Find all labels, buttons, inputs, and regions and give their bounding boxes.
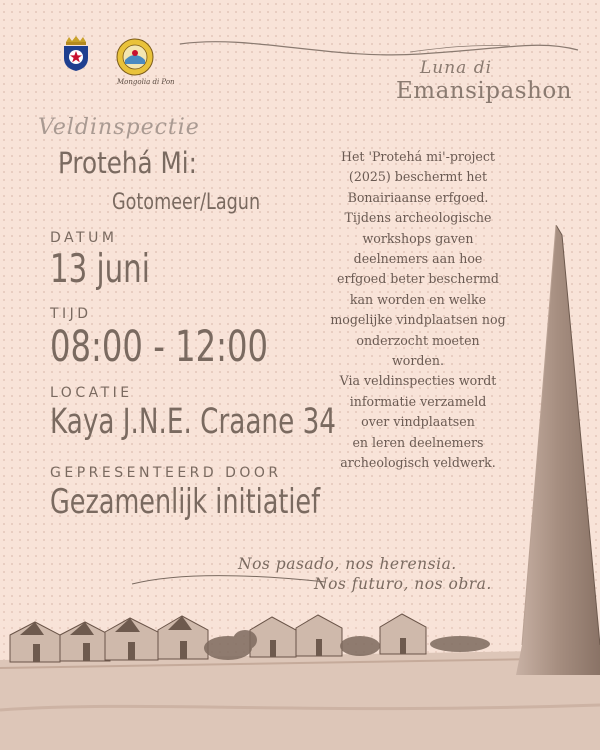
header-swoosh-decoration — [180, 30, 580, 80]
description-line: (2025) beschermt het — [348, 169, 488, 185]
description-line: Via veldinspecties wordt — [339, 373, 497, 389]
description-line: informatie verzameld — [349, 393, 487, 409]
location-value: Kaya J.N.E. Craane 34 — [50, 402, 336, 442]
description-line: deelnemers aan hoe — [353, 251, 483, 267]
description-line: kan worden en welke — [349, 291, 487, 307]
event-title: Protehá Mi: — [58, 146, 197, 180]
date-label: DATUM — [50, 230, 118, 246]
time-label: TIJD — [50, 306, 92, 322]
event-type: Veldinspectie — [38, 115, 200, 140]
description-line: over vindplaatsen — [361, 414, 475, 430]
presented-by-value: Gezamenlijk initiatief — [50, 482, 321, 522]
date-value: 13 juni — [50, 247, 150, 292]
obelisk-illustration — [500, 225, 600, 675]
presented-by-label: GEPRESENTEERD DOOR — [50, 465, 282, 481]
description-line: worden. — [391, 353, 444, 369]
time-value: 08:00 - 12:00 — [50, 322, 269, 372]
description-line: erfgoed beter beschermd — [337, 271, 499, 287]
tagline-line-1: Nos pasado, nos herensia. — [238, 555, 457, 573]
circular-seal-icon — [116, 38, 154, 76]
coat-of-arms-icon — [62, 36, 90, 72]
description-line: Het 'Protehá mi'-project — [341, 149, 495, 164]
description-line: Bonairiaanse erfgoed. — [347, 189, 489, 205]
description-line: onderzocht moeten — [356, 332, 480, 348]
event-subtitle: Gotomeer/Lagun — [112, 190, 261, 215]
partner-signature: Mongolia di Pon — [117, 78, 175, 86]
description-line: workshops gaven — [362, 230, 474, 246]
description-line: en leren deelnemers — [352, 434, 484, 450]
description-line: mogelijke vindplaatsen nog — [330, 312, 506, 328]
tagline-line-2: Nos futuro, nos obra. — [314, 575, 492, 593]
location-label: LOCATIE — [50, 385, 133, 401]
logo-script-text: Luna di — [420, 58, 493, 78]
description-line: Tijdens archeologische — [344, 210, 492, 226]
project-description — [318, 147, 518, 474]
logo-title: Emansipashon — [396, 78, 572, 104]
description-line: archeologisch veldwerk. — [340, 455, 496, 471]
